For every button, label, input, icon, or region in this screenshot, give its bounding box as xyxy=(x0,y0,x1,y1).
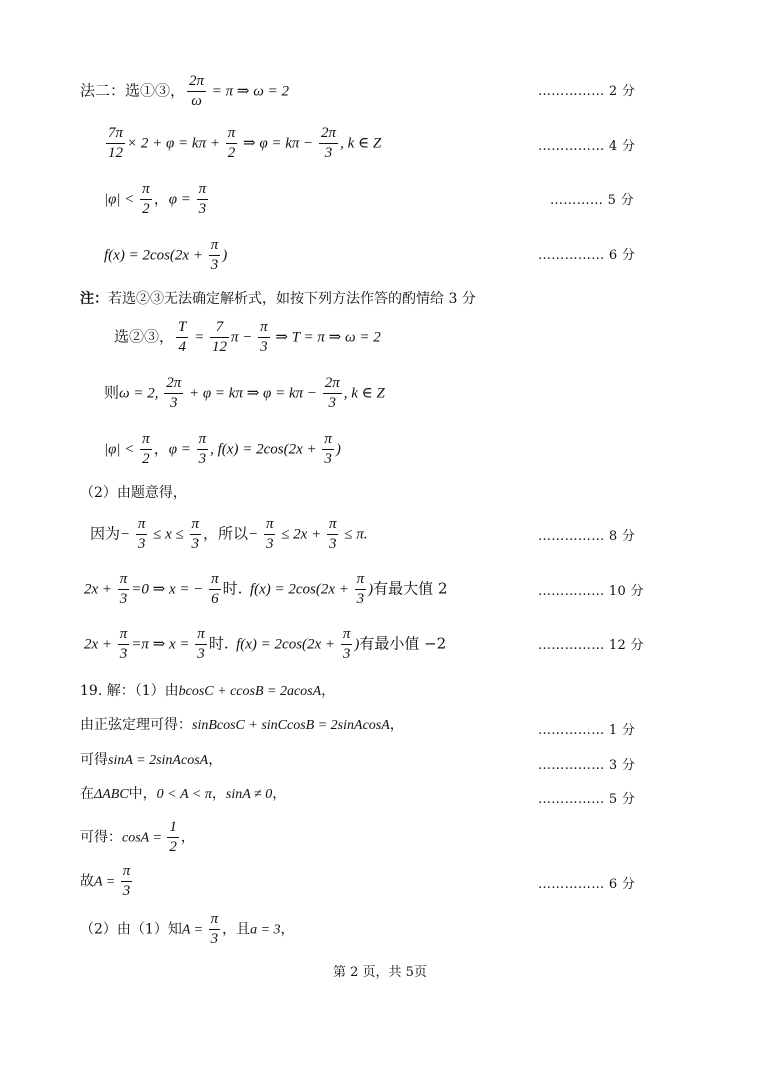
score-5b: …………… 5 分 xyxy=(538,792,636,807)
line-6: 选②③， $\frac{T}{4}$ = $\frac{7}{12}$ π − $\frac{\pi}{3}$ ⇒ T = π ⇒ ω = 2 xyxy=(114,319,381,355)
q19-line: 19. 解：（1）由bcosC + ccosB = 2acosA， xyxy=(80,683,336,699)
line-1: 法二：选①③， $\frac{2\pi}{\omega}$ = π ⇒ ω = 2 xyxy=(80,73,289,109)
line-12: 2x + $\frac{\pi}{3}$ =π ⇒ x = $\frac{\pi}{3}$ 时. f(x) = 2cos(2x + $\frac{\pi}{3}$ )有最小值 −2 xyxy=(84,626,447,662)
line-18: 故A = $\frac{\pi}{3}$ xyxy=(80,863,131,899)
line-4: f(x) = 2cos(2x + $\frac{\pi}{3}$ ) xyxy=(104,237,228,273)
note-label: 注： xyxy=(80,291,108,307)
line-12-suffix: 有最小值 −2 xyxy=(359,634,447,653)
score-2: …………… 2 分 xyxy=(538,84,636,99)
line-16-prefix: 在 xyxy=(80,786,94,802)
line-19-prefix: （2）由（1）知 xyxy=(80,921,182,938)
score-5: ………… 5 分 xyxy=(550,193,634,208)
line-1-prefix: 法二：选①③， xyxy=(80,81,186,100)
line-8: |φ| < $\frac{\pi}{2}$ ，φ = $\frac{\pi}{3}$ , f(x) = 2cos(2x + $\frac{\pi}{3}$ ) xyxy=(104,431,341,467)
score-3: …………… 3 分 xyxy=(538,758,636,773)
page-footer: 第 2 页，共 5页 xyxy=(333,965,427,980)
score-4: …………… 4 分 xyxy=(538,139,636,154)
line-3: |φ| < $\frac{\pi}{2}$ ，φ = $\frac{\pi}{3}$ xyxy=(104,181,207,217)
score-10: …………… 10 分 xyxy=(538,584,644,599)
line-17: 可得：cosA = $\frac{1}{2}$ ， xyxy=(80,819,195,855)
line-7: 则ω = 2, $\frac{2\pi}{3}$ + φ = kπ ⇒ φ = kπ − $\frac{2\pi}{3}$ , k ∈ Z xyxy=(104,375,385,411)
line-6-prefix: 选②③， xyxy=(114,327,175,346)
line-2: $\frac{7\pi}{12}$ × 2 + φ = kπ + $\frac{\pi}{2}$ ⇒ φ = kπ − $\frac{2\pi}{3}$ , k ∈ Z xyxy=(108,125,382,161)
part-2-heading: （2）由题意得， xyxy=(80,485,187,501)
note-text: 若选②③无法确定解析式，如按下列方法作答的酌情给 3 分 xyxy=(108,291,476,307)
line-10: 因为− $\frac{\pi}{3}$ ≤ x ≤ $\frac{\pi}{3}$ ，所以− $\frac{\pi}{3}$ ≤ 2x + $\frac{\pi}{3}$ ≤ π. xyxy=(90,516,368,552)
line-10-prefix: 因为 xyxy=(90,524,121,543)
note xyxy=(80,288,476,308)
score-6a: …………… 6 分 xyxy=(538,248,636,263)
score-12: …………… 12 分 xyxy=(538,638,644,653)
line-17-prefix: 可得： xyxy=(80,829,122,846)
line-14: 由正弦定理可得：sinBcosC + sinCcosB = 2sinAcosA， xyxy=(80,717,404,733)
score-6b: …………… 6 分 xyxy=(538,877,636,892)
line-10-middle: ，所以 xyxy=(203,524,249,543)
line-11-suffix: 有最大值 2 xyxy=(373,579,448,598)
line-16-middle: 中， xyxy=(128,786,157,802)
score-1: …………… 1 分 xyxy=(538,723,636,738)
line-14-prefix: 由正弦定理可得： xyxy=(80,717,192,733)
line-19: （2）由（1）知A = $\frac{\pi}{3}$ ，且a = 3， xyxy=(80,911,295,947)
score-8: …………… 8 分 xyxy=(538,529,636,544)
line-19-middle: ，且 xyxy=(222,921,251,938)
q19-prefix: 19. 解：（1）由 xyxy=(80,683,179,699)
line-15-prefix: 可得 xyxy=(80,752,108,768)
line-11: 2x + $\frac{\pi}{3}$ =0 ⇒ x = − $\frac{\pi}{6}$ 时. f(x) = 2cos(2x + $\frac{\pi}{3}$ )有最大值 2 xyxy=(84,571,448,607)
line-18-prefix: 故 xyxy=(80,873,94,890)
line-15: 可得sinA = 2sinAcosA， xyxy=(80,752,223,768)
line-16: 在ΔABC中，0 < A < π，sinA ≠ 0， xyxy=(80,786,287,802)
line-7-prefix: 则 xyxy=(104,383,120,402)
